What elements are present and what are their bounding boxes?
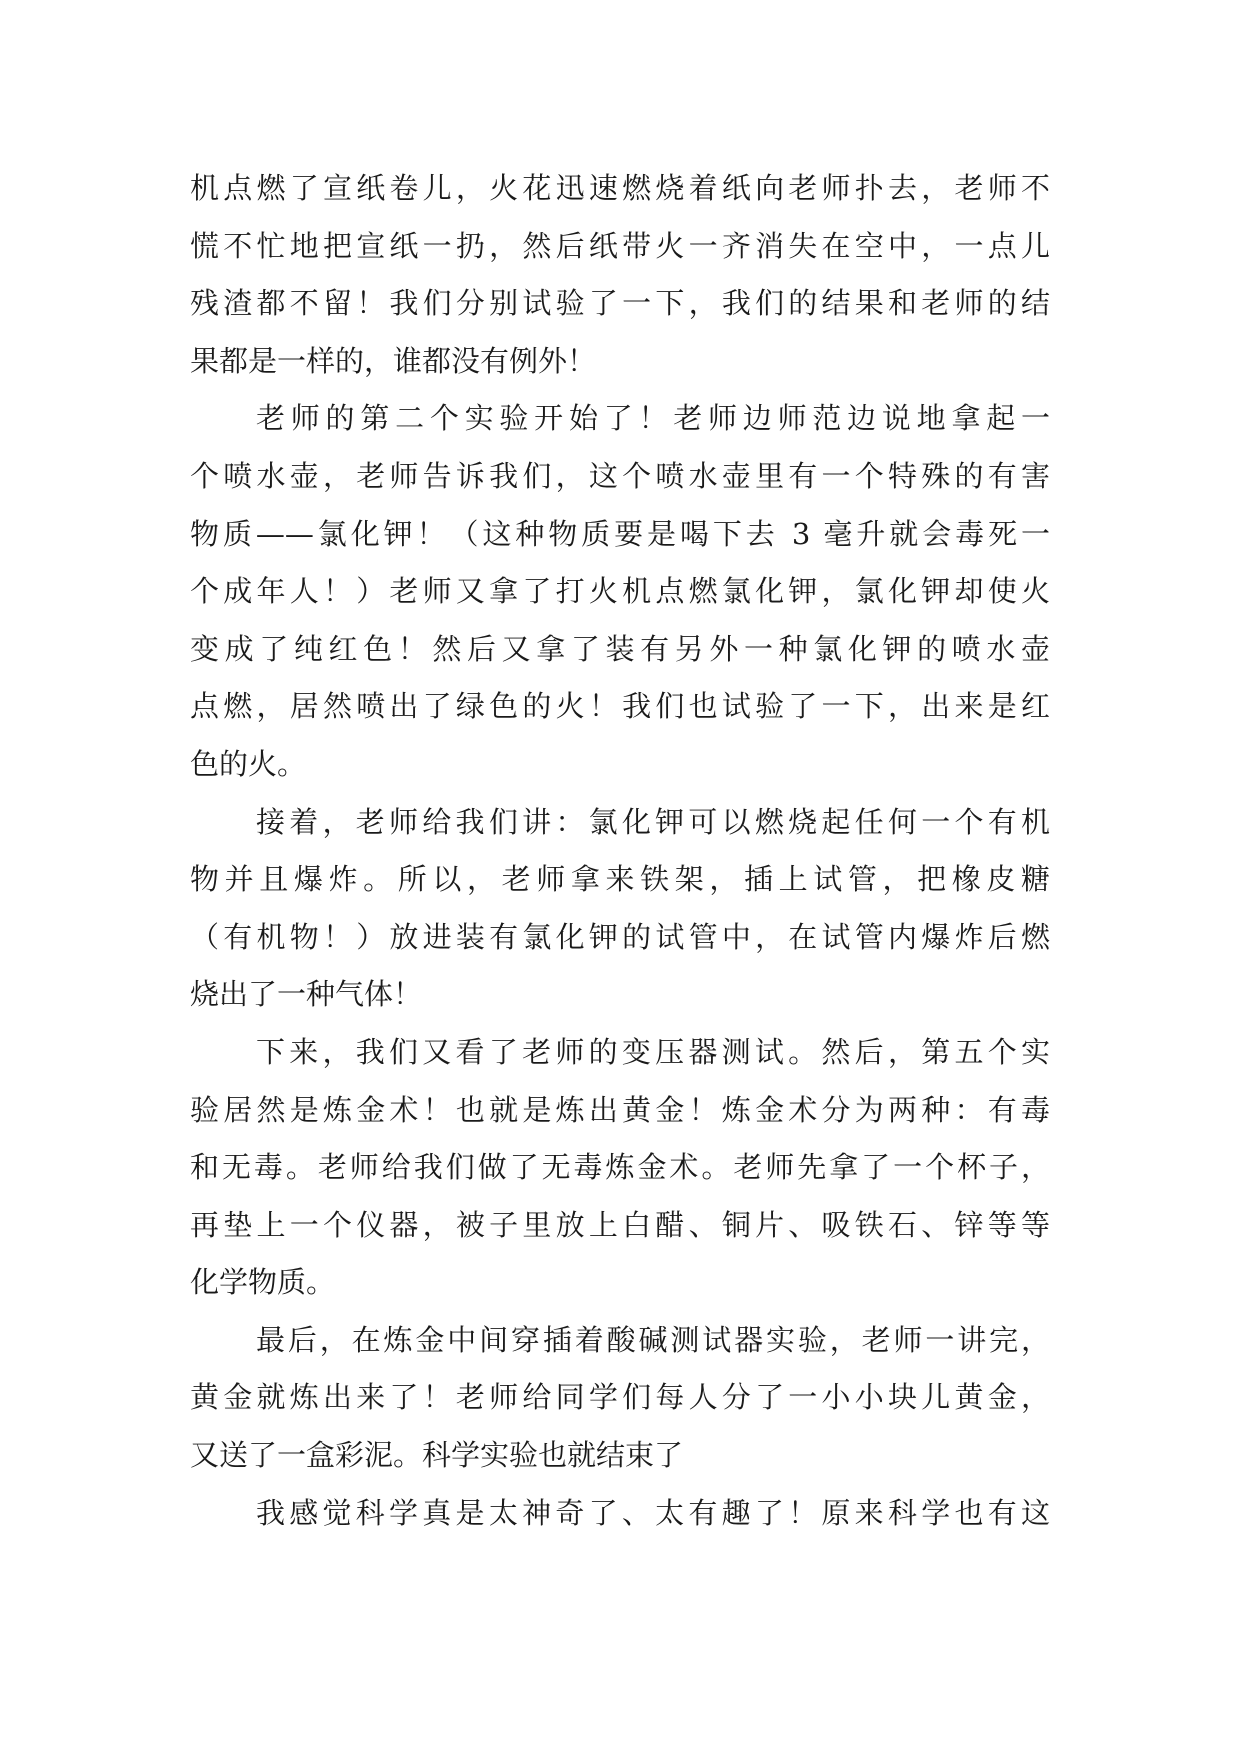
text-line: 个成年人！）老师又拿了打火机点燃氯化钾，氯化钾却使火 xyxy=(190,574,1050,609)
text-line: 物并且爆炸。所以，老师拿来铁架，插上试管，把橡皮糖 xyxy=(190,862,1050,897)
text-line: 烧出了一种气体！ xyxy=(190,977,423,1012)
text-line: 下来，我们又看了老师的变压器测试。然后，第五个实 xyxy=(256,1034,1050,1069)
text-line: 果都是一样的，谁都没有例外！ xyxy=(190,343,597,378)
text-line: 最后，在炼金中间穿插着酸碱测试器实验，老师一讲完， xyxy=(256,1322,1050,1357)
text-line: 老师的第二个实验开始了！老师边师范边说地拿起一 xyxy=(256,401,1050,436)
text-line: 化学物质。 xyxy=(190,1265,336,1300)
body-text xyxy=(190,160,1050,1542)
text-line: 和无毒。老师给我们做了无毒炼金术。老师先拿了一个杯子， xyxy=(190,1150,1050,1185)
text-line: 再垫上一个仪器，被子里放上白醋、铜片、吸铁石、锌等等 xyxy=(190,1207,1050,1242)
text-line: 又送了一盒彩泥。科学实验也就结束了 xyxy=(190,1438,684,1473)
text-line: 验居然是炼金术！也就是炼出黄金！炼金术分为两种：有毒 xyxy=(190,1092,1050,1127)
text-line: 点燃，居然喷出了绿色的火！我们也试验了一下，出来是红 xyxy=(190,689,1050,724)
text-line: 接着，老师给我们讲：氯化钾可以燃烧起任何一个有机 xyxy=(256,804,1050,839)
text-line: （有机物！）放进装有氯化钾的试管中，在试管内爆炸后燃 xyxy=(190,919,1050,954)
text-line: 慌不忙地把宣纸一扔，然后纸带火一齐消失在空中，一点儿 xyxy=(190,228,1050,263)
text-line: 我感觉科学真是太神奇了、太有趣了！原来科学也有这 xyxy=(256,1495,1050,1530)
text-line: 色的火。 xyxy=(190,746,307,781)
text-line: 变成了纯红色！然后又拿了装有另外一种氯化钾的喷水壶 xyxy=(190,631,1050,666)
text-line: 机点燃了宣纸卷儿，火花迅速燃烧着纸向老师扑去，老师不 xyxy=(190,171,1050,205)
text-line: 物质——氯化钾！（这种物质要是喝下去 3 毫升就会毒死一 xyxy=(190,516,1050,551)
text-line: 个喷水壶，老师告诉我们，这个喷水壶里有一个特殊的有害 xyxy=(190,458,1050,493)
text-line: 残渣都不留！我们分别试验了一下，我们的结果和老师的结 xyxy=(190,286,1050,321)
text-line: 黄金就炼出来了！老师给同学们每人分了一小小块儿黄金， xyxy=(190,1380,1050,1415)
